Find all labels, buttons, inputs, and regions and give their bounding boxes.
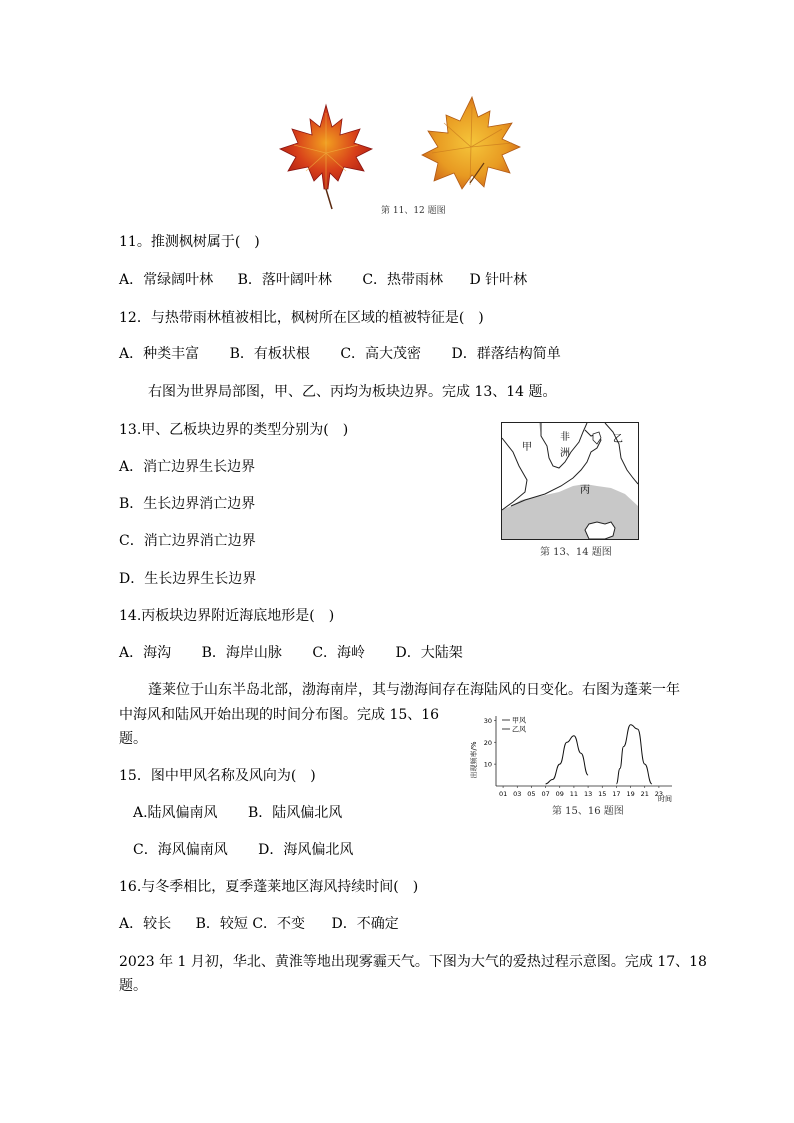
option-c: C．高大茂密 [340,346,422,362]
option-a: A．消亡边界生长边界 [119,459,256,475]
map-label-zhou: 洲 [560,448,570,459]
option-d: D．大陆架 [395,645,463,661]
option-b: B．海岸山脉 [201,645,282,661]
chart-xlabel: 时间 [658,795,672,803]
map-label-yi: 乙 [613,434,623,445]
question-16-options [119,914,399,934]
intro-15-16-line2: 中海风和陆风开始出现的时间分布图。完成 15、16 [119,707,440,723]
intro-15-16-line1: 蓬莱位于山东半岛北部，渤海南岸，其与渤海间存在海陆风的日变化。右图为蓬莱一年 [148,682,680,698]
red-maple-leaf-icon [280,105,372,209]
option-a: A．种类丰富 [119,346,200,362]
map-label-bing: 丙 [580,485,590,496]
option-c: C．热带雨林 [362,272,444,288]
yellow-maple-leaf-icon [422,97,520,189]
option-a: A．常绿阔叶林 [119,272,214,288]
map-label-jia: 甲 [522,442,532,453]
chart-legend-label: 甲风 [512,716,526,725]
option-c: C．消亡边界消亡边界 [119,533,256,549]
question-11-options [119,270,527,290]
chart-y-tick-label: 10 [483,760,492,769]
map-caption: 第 13、14 题图 [540,547,612,558]
option-d: D．群落结构简单 [451,346,561,362]
chart-x-tick-label: 13 [583,790,593,798]
intro-17-18-line1: 2023 年 1 月初，华北、黄淮等地出现雾霾天气。下图为大气的爱热过程示意图。完成 17、18 [119,954,707,970]
option-d: D．海风偏北风 [258,842,354,858]
question-14-stem: 14.丙板块边界附近海底地形是( ) [119,608,335,624]
figure-caption: 第 11、12 题图 [381,206,446,216]
maple-leaves-figure [276,93,526,215]
intro-17-18-line2: 题。 [119,978,147,994]
intro-13-14: 右图为世界局部图，甲、乙、丙均为板块边界。完成 13、14 题。 [148,384,557,400]
chart-x-tick-label: 09 [555,790,564,798]
question-15-options-row2 [133,840,353,860]
question-14-options [119,643,463,663]
chart-y-tick-label: 20 [483,738,492,747]
chart-series-line-2 [616,725,651,784]
question-15-stem: 15．图中甲风名称及风向为( ) [119,768,316,784]
question-12-options [119,344,561,364]
option-b: B．生长边界消亡边界 [119,496,256,512]
chart-x-tick-label: 21 [640,790,649,798]
option-b: B．落叶阔叶林 [237,272,332,288]
option-c: C．海岭 [312,645,366,661]
question-16-stem: 16.与冬季相比，夏季蓬莱地区海风持续时间( ) [119,879,419,895]
wind-frequency-chart [466,708,680,808]
option-a: A．海沟 [119,645,172,661]
option-d: D．不确定 [331,916,399,932]
chart-x-tick-label: 03 [513,790,522,798]
question-13-stem: 13.甲、乙板块边界的类型分别为( ) [119,422,349,438]
option-a: A.陆风偏南风 [133,805,218,821]
option-d: D．生长边界生长边界 [119,571,257,587]
question-12-stem: 12．与热带雨林植被相比，枫树所在区域的植被特征是( ) [119,310,484,326]
option-b: B．陆风偏北风 [248,805,343,821]
chart-x-tick-label: 15 [598,790,607,798]
question-15-options-row1 [133,803,342,823]
option-b-c: B．较短 C．不变 [195,916,306,932]
intro-15-16-line3: 题。 [119,731,147,747]
chart-x-tick-label: 17 [612,790,621,798]
chart-x-tick-label: 07 [541,790,550,798]
map-label-fei: 非 [560,432,570,443]
chart-x-tick-label: 11 [569,790,579,798]
option-d: D 针叶林 [469,272,528,288]
plate-boundary-map [501,422,639,540]
option-b: B．有板状根 [229,346,310,362]
chart-x-tick-label: 23 [654,790,664,798]
chart-caption: 第 15、16 题图 [552,806,624,817]
chart-series-line-1 [546,736,589,784]
chart-ylabel: 出现频率/% [470,741,478,779]
chart-legend-label: 乙风 [512,725,526,734]
question-11-stem: 11。推测枫树属于( ) [119,234,260,250]
chart-x-tick-label: 05 [527,790,536,798]
option-c: C．海风偏南风 [133,842,228,858]
option-a: A．较长 [119,916,172,932]
chart-y-tick-label: 30 [483,716,492,725]
chart-x-tick-label: 19 [626,790,635,798]
chart-x-tick-label: 01 [498,790,508,798]
